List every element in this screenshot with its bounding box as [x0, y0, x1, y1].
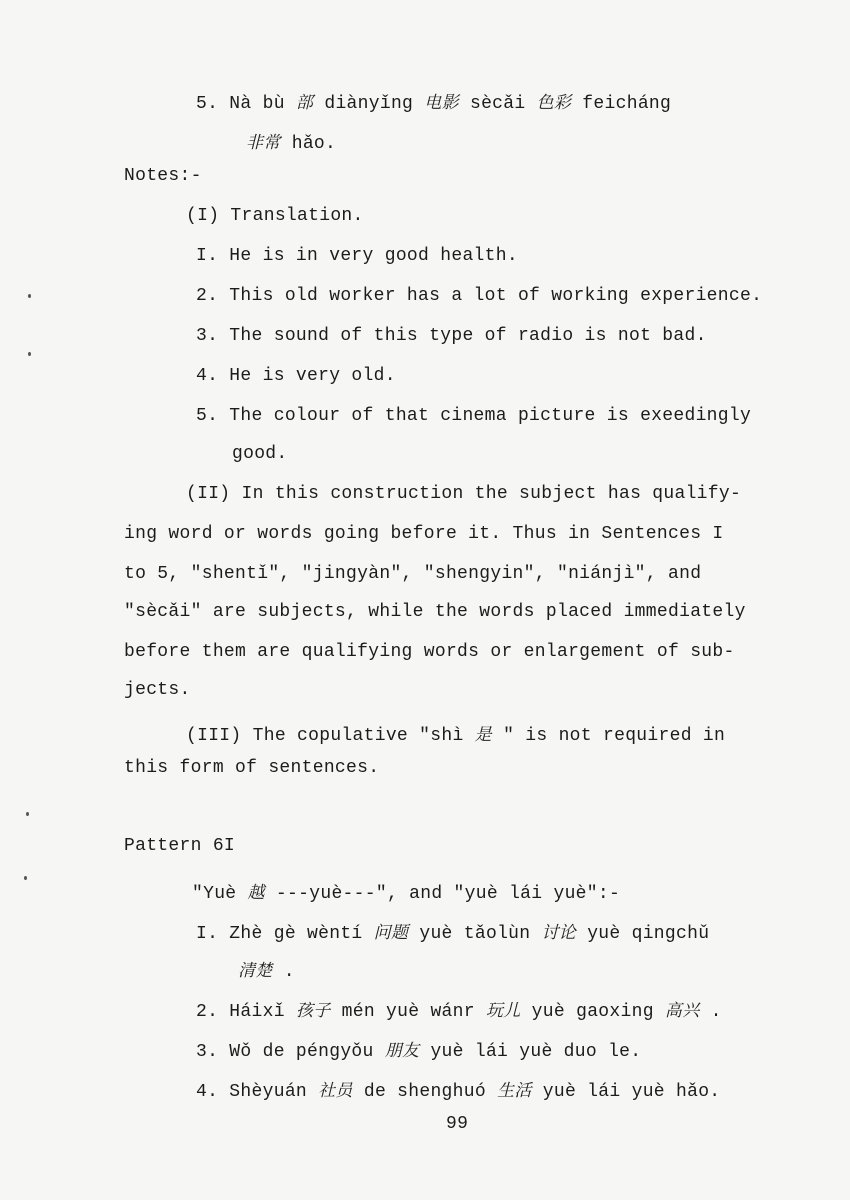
chinese-characters: 朋友 [384, 1041, 420, 1061]
text-line: 2. This old worker has a lot of working experience. [196, 286, 763, 306]
text-line: I. He is in very good health. [196, 246, 518, 266]
text-line: 4. Shèyuán 社员 de shenghuó 生活 yuè lái yuè hǎo. [196, 1081, 721, 1102]
text-line: "sècǎi" are subjects, while the words placed immediately [124, 602, 746, 622]
text-line: to 5, "shentǐ", "jingyàn", "shengyin", "niánjì", and [124, 564, 702, 584]
text-line: 清楚 . [238, 961, 295, 982]
chinese-characters: 生活 [497, 1081, 532, 1101]
text-line: good. [232, 444, 288, 464]
text-line: I. Zhè gè wèntí 问题 yuè tǎolùn 讨论 yuè qingchǔ [196, 923, 710, 944]
text-line: 3. The sound of this type of radio is not bad. [196, 326, 707, 346]
chinese-characters: 越 [247, 883, 265, 903]
chinese-characters: 社员 [318, 1081, 353, 1101]
section-heading: Pattern 6I [124, 836, 236, 856]
text-line: (III) The copulative "shì 是 " is not required in [186, 725, 726, 746]
chinese-characters: 非常 [246, 133, 281, 153]
scan-speck [24, 876, 27, 880]
text-line: 5. The colour of that cinema picture is exeedingly [196, 406, 752, 426]
text-line: 4. He is very old. [196, 366, 396, 386]
section-heading: Notes:- [124, 166, 202, 186]
scan-speck [26, 812, 29, 816]
text-line: this form of sentences. [124, 758, 380, 778]
chinese-characters: 讨论 [541, 923, 577, 943]
chinese-characters: 问题 [373, 923, 409, 943]
chinese-characters: 清楚 [238, 961, 273, 981]
page-number: 99 [446, 1114, 469, 1134]
text-line: "Yuè 越 ---yuè---", and "yuè lái yuè":- [192, 883, 621, 904]
text-line: ing word or words going before it. Thus in Sentences I [124, 524, 724, 544]
text-line: jects. [124, 680, 191, 700]
chinese-characters: 部 [295, 93, 314, 113]
text-line: 非常 hǎo. [246, 133, 337, 154]
scan-speck [28, 352, 31, 356]
chinese-characters: 玩儿 [485, 1001, 521, 1021]
chinese-characters: 孩子 [295, 1001, 331, 1021]
chinese-characters: 色彩 [536, 93, 572, 113]
text-line: (I) Translation. [186, 206, 364, 226]
chinese-characters: 高兴 [664, 1001, 700, 1021]
text-line: 5. Nà bù 部 diànyǐng 电影 sècǎi 色彩 feicháng [196, 93, 672, 114]
text-line: (II) In this construction the subject has qualify- [186, 484, 742, 504]
text-line: 3. Wǒ de péngyǒu 朋友 yuè lái yuè duo le. [196, 1041, 642, 1062]
text-line: before them are qualifying words or enlargement of sub- [124, 642, 735, 662]
scan-speck [28, 294, 31, 298]
chinese-characters: 电影 [424, 93, 459, 113]
chinese-characters: 是 [474, 725, 492, 745]
text-line: 2. Háixǐ 孩子 mén yuè wánr 玩儿 yuè gaoxing 高兴 . [196, 1001, 722, 1022]
